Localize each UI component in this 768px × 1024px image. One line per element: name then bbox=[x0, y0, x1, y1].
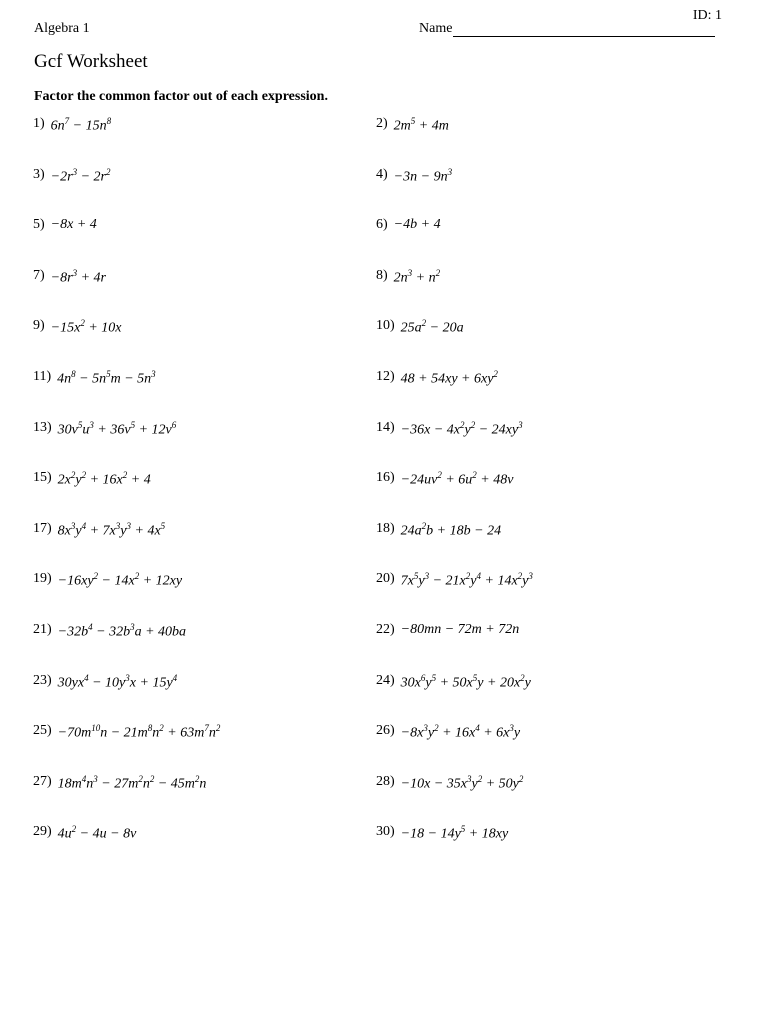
problem-number: 17) bbox=[33, 520, 52, 536]
problem-expression: $-3n - 9n^3$ bbox=[393, 166, 453, 185]
problem-item bbox=[376, 268, 440, 287]
problem-expression: $-10x - 35x^3y^2 + 50y^2$ bbox=[400, 773, 524, 792]
problem-expression: $-24uv^2 + 6u^2 + 48v$ bbox=[400, 470, 514, 488]
problem-item bbox=[376, 622, 519, 638]
problem-number: 28) bbox=[376, 773, 395, 789]
problem-item bbox=[376, 420, 523, 439]
problem-number: 3) bbox=[33, 166, 45, 182]
problem-expression: −80mn − 72m + 72n bbox=[400, 622, 520, 637]
instructions: Factor the common factor out of each expression. bbox=[34, 89, 328, 104]
problem-number: 24) bbox=[376, 672, 395, 688]
problem-expression: $2n^3 + n^2$ bbox=[393, 267, 441, 286]
problem-item bbox=[33, 268, 106, 287]
problem-item bbox=[376, 470, 513, 489]
problem-number: 7) bbox=[33, 267, 45, 283]
problem-item bbox=[33, 420, 176, 439]
problem-item bbox=[33, 521, 165, 540]
name-field bbox=[419, 21, 715, 37]
problem-expression: $30v^5u^3 + 36v^5 + 12v^6$ bbox=[57, 419, 177, 438]
problem-number: 1) bbox=[33, 116, 45, 131]
problem-number: 21) bbox=[33, 622, 52, 637]
problem-number: 22) bbox=[376, 622, 395, 637]
course-name: Algebra 1 bbox=[34, 21, 90, 36]
problem-item bbox=[33, 217, 97, 233]
problem-item bbox=[376, 673, 531, 692]
problem-number: 16) bbox=[376, 470, 395, 486]
problem-expression: $-8x^3y^2 + 16x^4 + 6x^3y$ bbox=[400, 723, 521, 741]
problem-item bbox=[376, 723, 520, 742]
problem-number: 25) bbox=[33, 723, 52, 739]
problem-expression: $-36x - 4x^2y^2 - 24xy^3$ bbox=[400, 419, 523, 438]
problem-item bbox=[33, 318, 122, 337]
problem-number: 29) bbox=[33, 824, 52, 840]
problem-expression: $-2r^3 - 2r^2$ bbox=[50, 166, 111, 185]
problem-number: 11) bbox=[33, 369, 52, 384]
problem-number: 12) bbox=[376, 369, 395, 384]
problem-expression: $24a^2b + 18b - 24$ bbox=[400, 520, 502, 539]
problem-number: 4) bbox=[376, 166, 388, 182]
problem-expression: $8x^3y^4 + 7x^3y^3 + 4x^5$ bbox=[57, 520, 166, 539]
problem-number: 23) bbox=[33, 672, 52, 688]
problem-item bbox=[376, 318, 464, 337]
problem-number: 27) bbox=[33, 773, 52, 789]
problem-expression: $-18 - 14y^5 + 18xy$ bbox=[400, 824, 509, 843]
name-blank-line bbox=[453, 22, 715, 37]
problem-item bbox=[376, 167, 452, 186]
problem-number: 19) bbox=[33, 571, 52, 587]
problem-number: 10) bbox=[376, 318, 395, 334]
problem-expression: $-16xy^2 - 14x^2 + 12xy$ bbox=[57, 571, 183, 590]
problem-expression: $48 + 54xy + 6xy^2$ bbox=[400, 369, 498, 387]
problem-item bbox=[33, 723, 220, 742]
problem-item bbox=[376, 521, 501, 540]
problem-number: 20) bbox=[376, 571, 395, 587]
problem-expression: −8x + 4 bbox=[50, 217, 97, 233]
problem-expression: $25a^2 - 20a$ bbox=[400, 318, 464, 337]
problem-expression: $4u^2 - 4u - 8v$ bbox=[57, 824, 137, 843]
problem-expression: $-70m^{10}n - 21m^8n^2 + 63m^7n^2$ bbox=[57, 723, 221, 741]
problem-number: 14) bbox=[376, 419, 395, 435]
problem-expression: $-8r^3 + 4r$ bbox=[50, 267, 106, 286]
problem-item bbox=[33, 774, 206, 793]
problem-item bbox=[376, 116, 449, 135]
problem-item bbox=[33, 571, 182, 590]
problem-expression: $2m^5 + 4m$ bbox=[393, 116, 449, 134]
problem-expression: $30x^6y^5 + 50x^5y + 20x^2y$ bbox=[400, 672, 531, 691]
problem-expression: $18m^4n^3 - 27m^2n^2 - 45m^2n$ bbox=[57, 773, 207, 792]
problem-number: 6) bbox=[376, 217, 388, 233]
problem-number: 30) bbox=[376, 824, 395, 840]
problem-number: 2) bbox=[376, 116, 388, 131]
problem-item bbox=[376, 824, 508, 843]
problem-expression: $30yx^4 - 10y^3x + 15y^4$ bbox=[57, 672, 178, 691]
problem-number: 18) bbox=[376, 520, 395, 536]
problem-item bbox=[33, 116, 111, 135]
name-label: Name bbox=[419, 21, 453, 36]
problem-item bbox=[376, 369, 498, 388]
problem-number: 9) bbox=[33, 318, 45, 334]
problem-item bbox=[33, 622, 186, 641]
problem-expression: $-32b^4 - 32b^3a + 40ba$ bbox=[57, 622, 187, 640]
problem-item bbox=[33, 470, 151, 489]
problem-item bbox=[376, 774, 523, 793]
problem-number: 5) bbox=[33, 217, 45, 233]
problem-expression: $7x^5y^3 - 21x^2y^4 + 14x^2y^3$ bbox=[400, 571, 533, 590]
problem-expression: $-15x^2 + 10x$ bbox=[50, 318, 122, 337]
problem-item bbox=[33, 369, 156, 388]
problem-expression: $2x^2y^2 + 16x^2 + 4$ bbox=[57, 470, 151, 488]
problem-item bbox=[33, 824, 136, 843]
problem-number: 15) bbox=[33, 470, 52, 486]
problem-number: 26) bbox=[376, 723, 395, 739]
problem-number: 13) bbox=[33, 419, 52, 435]
problem-expression: −4b + 4 bbox=[393, 217, 441, 233]
problem-item bbox=[376, 217, 441, 233]
problem-expression: $4n^8 - 5n^5m - 5n^3$ bbox=[57, 369, 156, 387]
problem-item bbox=[376, 571, 533, 590]
problem-item bbox=[33, 167, 110, 186]
worksheet-id: ID: 1 bbox=[692, 8, 722, 23]
problem-item bbox=[33, 673, 177, 692]
problem-number: 8) bbox=[376, 267, 388, 283]
page-title: Gcf Worksheet bbox=[34, 51, 148, 72]
problem-expression: $6n^7 - 15n^8$ bbox=[50, 116, 112, 134]
